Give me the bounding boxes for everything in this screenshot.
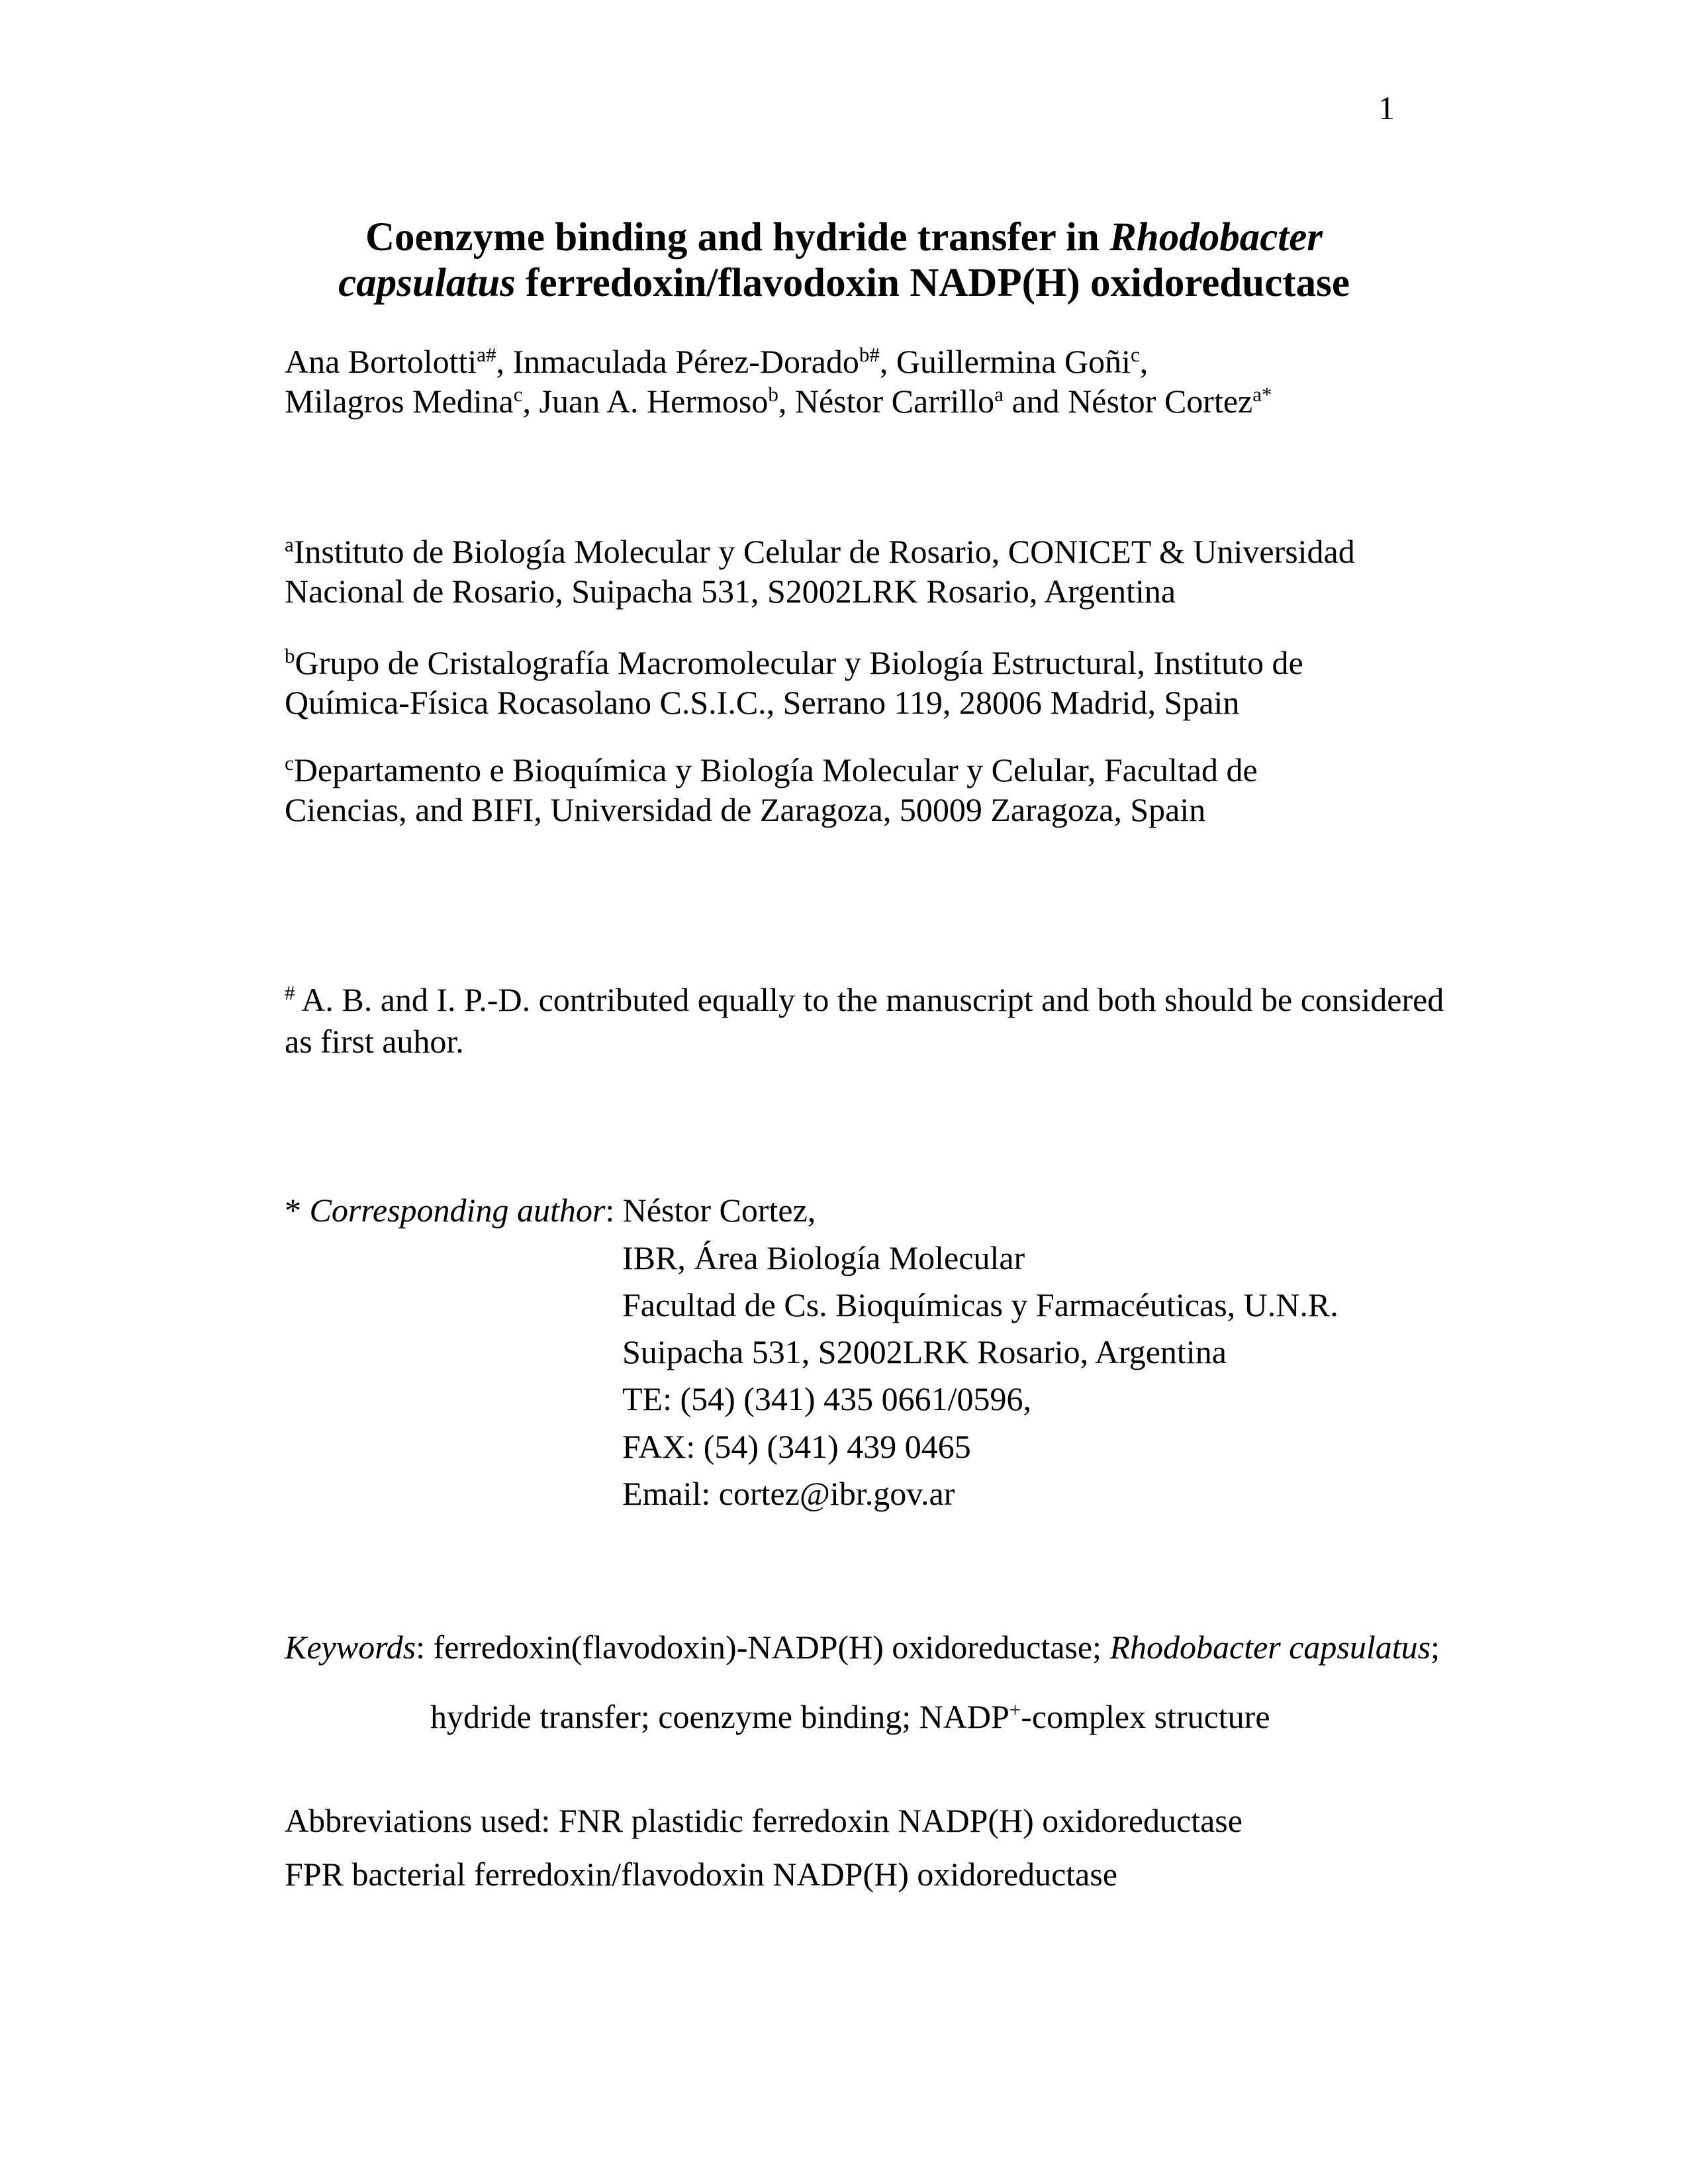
- author-name: and Néstor Cortez: [1003, 383, 1253, 420]
- author-name: ,: [1139, 343, 1149, 380]
- author-affiliation-mark: c: [513, 382, 523, 406]
- footnote-text: as first auhor.: [285, 1023, 464, 1060]
- author-affiliation-mark: a*: [1252, 382, 1272, 406]
- authors-line-2: [285, 382, 1272, 420]
- affiliation-c-line-2: [285, 793, 1205, 826]
- affiliation-text: Química-Física Rocasolano C.S.I.C., Serrano 119, 28006 Madrid, Spain: [285, 684, 1240, 721]
- author-affiliation-mark: a#: [477, 342, 496, 366]
- author-name: Ana Bortolotti: [285, 343, 477, 380]
- author-name: , Inmaculada Pérez-Dorado: [496, 343, 859, 380]
- corresponding-prefix: *: [285, 1192, 310, 1229]
- abbreviations-line-1: [285, 1804, 1243, 1837]
- superscript-plus: +: [1009, 1697, 1021, 1721]
- affiliation-text: Departamento e Bioquímica y Biología Molecular y Celular, Facultad de: [293, 751, 1258, 788]
- author-name: , Guillermina Goñi: [879, 343, 1131, 380]
- corresponding-label: Corresponding author: [309, 1192, 606, 1229]
- affiliation-text: Ciencias, and BIFI, Universidad de Zaragoza, 50009 Zaragoza, Spain: [285, 791, 1206, 828]
- email-text: Email: cortez@ibr.gov.ar: [622, 1475, 955, 1512]
- corresponding-address-line: [622, 1241, 1025, 1274]
- keywords-line-1: [285, 1631, 1440, 1664]
- keywords-text: hydride transfer; coenzyme binding; NADP: [430, 1698, 1009, 1735]
- title-species-name: Rhodobacter: [1109, 215, 1323, 260]
- address-text: Facultad de Cs. Bioquímicas y Farmacéuticas, U.N.R.: [622, 1286, 1338, 1323]
- corresponding-author-line: [285, 1194, 816, 1227]
- affiliation-text: Nacional de Rosario, Suipacha 531, S2002LRK Rosario, Argentina: [285, 573, 1176, 610]
- affiliation-a-line-1: [285, 532, 1355, 570]
- affiliation-c-line-1: [285, 753, 1258, 786]
- affiliation-marker: c: [285, 751, 294, 775]
- address-text: IBR, Área Biología Molecular: [622, 1239, 1025, 1276]
- keywords-text: : ferredoxin(flavodoxin)-NADP(H) oxidoreductase;: [416, 1629, 1110, 1666]
- footnote-text: A. B. and I. P.-D. contributed equally to the manuscript and both should be considered: [295, 981, 1444, 1018]
- affiliation-marker: b: [285, 643, 295, 667]
- footnote-marker: #: [285, 980, 295, 1004]
- keywords-text: ;: [1430, 1629, 1440, 1666]
- fax-text: FAX: (54) (341) 439 0465: [622, 1428, 971, 1465]
- author-name: , Juan A. Hermoso: [522, 383, 769, 420]
- affiliation-b-line-2: [285, 686, 1239, 719]
- paper-title-line-1: [0, 217, 1688, 258]
- affiliation-a-line-2: [285, 575, 1176, 608]
- author-affiliation-mark: c: [1130, 342, 1140, 366]
- corresponding-address-line: [622, 1288, 1338, 1321]
- author-affiliation-mark: a: [994, 382, 1004, 406]
- address-text: Suipacha 531, S2002LRK Rosario, Argentina: [622, 1333, 1227, 1370]
- affiliation-marker: a: [285, 532, 294, 556]
- equal-contribution-footnote-line-1: [285, 980, 1444, 1018]
- keywords-line-2: [430, 1697, 1270, 1735]
- keywords-label: Keywords: [285, 1629, 416, 1666]
- corresponding-phone-line: [622, 1382, 1031, 1415]
- title-text: Coenzyme binding and hydride transfer in: [365, 215, 1110, 260]
- affiliation-text: Grupo de Cristalografía Macromolecular y Biología Estructural, Instituto de: [295, 644, 1303, 681]
- corresponding-address-line: [622, 1335, 1227, 1368]
- phone-text: TE: (54) (341) 435 0661/0596,: [622, 1380, 1031, 1417]
- abbreviation-text: Abbreviations used: FNR plastidic ferredoxin NADP(H) oxidoreductase: [285, 1802, 1243, 1839]
- affiliation-text: Instituto de Biología Molecular y Celular de Rosario, CONICET & Universidad: [293, 533, 1355, 570]
- keywords-text: -complex structure: [1021, 1698, 1270, 1735]
- corresponding-name: : Néstor Cortez,: [605, 1192, 816, 1229]
- page-number: 1: [1378, 89, 1395, 126]
- abbreviations-line-2: [285, 1858, 1117, 1891]
- title-text: ferredoxin/flavodoxin NADP(H) oxidoreductase: [515, 261, 1350, 305]
- author-affiliation-mark: b#: [859, 342, 880, 366]
- paper-title-line-2: [0, 263, 1688, 303]
- affiliation-b-line-1: [285, 643, 1303, 681]
- corresponding-fax-line: [622, 1430, 971, 1463]
- author-name: , Néstor Carrillo: [778, 383, 995, 420]
- author-name: Milagros Medina: [285, 383, 514, 420]
- author-affiliation-mark: b: [768, 382, 778, 406]
- title-species-name: capsulatus: [338, 261, 516, 305]
- authors-line-1: [285, 342, 1149, 380]
- keywords-species-name: Rhodobacter capsulatus: [1109, 1629, 1431, 1666]
- corresponding-email-line: [622, 1477, 955, 1510]
- equal-contribution-footnote-line-2: [285, 1025, 464, 1058]
- abbreviation-text: FPR bacterial ferredoxin/flavodoxin NADP(H) oxidoreductase: [285, 1856, 1118, 1893]
